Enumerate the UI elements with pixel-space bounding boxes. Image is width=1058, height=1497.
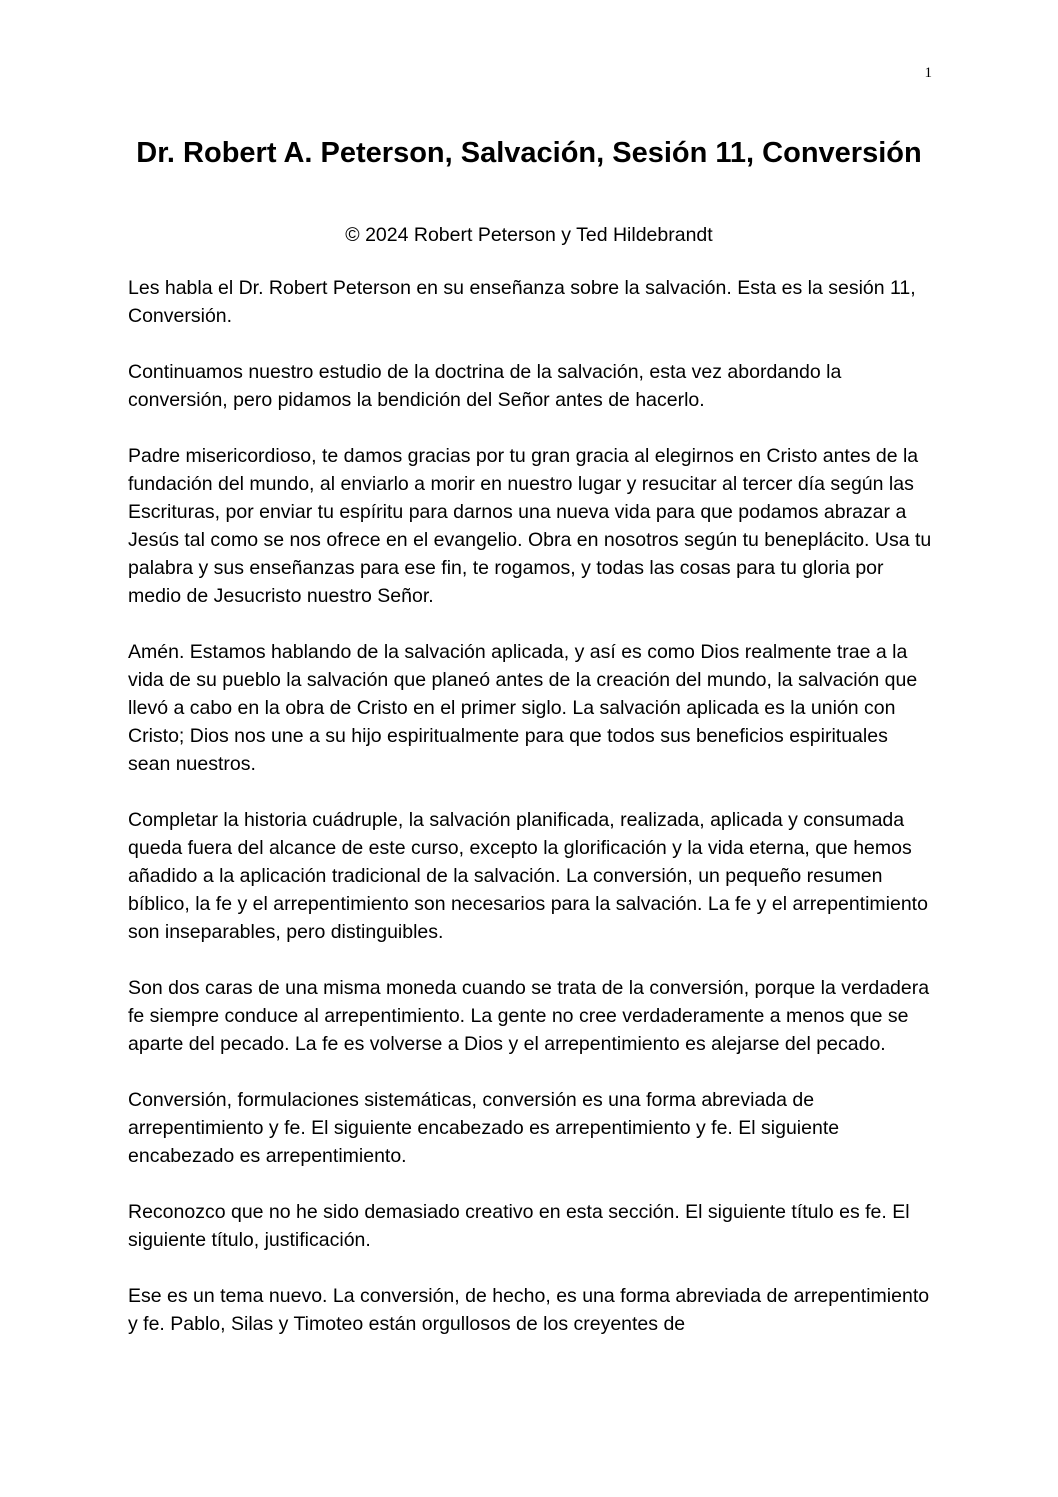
document-body — [128, 274, 934, 1366]
page-number: 1 — [924, 65, 932, 81]
paragraph-8: Reconozco que no he sido demasiado creativo en esta sección. El siguiente título es fe. El siguiente título, justificación. — [128, 1201, 910, 1251]
paragraph-3: Padre misericordioso, te damos gracias por tu gran gracia al elegirnos en Cristo antes de la fundación del mundo, al enviarlo a morir en nuestro lugar y resucitar al tercer día según las Escrituras, por enviar tu espíritu para darnos una nueva vida para que podamos abrazar a Jesús tal como se nos ofrece en el evangelio. Obra en nosotros según tu beneplácito. Usa tu palabra y sus enseñanzas para ese fin, te rogamos, y todas las cosas para tu gloria por medio de Jesucristo nuestro Señor. — [128, 445, 932, 607]
paragraph-9: Ese es un tema nuevo. La conversión, de hecho, es una forma abreviada de arrepentimiento y fe. Pablo, Silas y Timoteo están orgullosos de los creyentes de — [128, 1285, 930, 1335]
paragraph-2: Continuamos nuestro estudio de la doctrina de la salvación, esta vez abordando la conversión, pero pidamos la bendición del Señor antes de hacerlo. — [128, 361, 842, 411]
paragraph-4: Amén. Estamos hablando de la salvación aplicada, y así es como Dios realmente trae a la vida de su pueblo la salvación que planeó antes de la creación del mundo, la salvación que llevó a cabo en la obra de Cristo en el primer siglo. La salvación aplicada es la unión con Cristo; Dios nos une a su hijo espiritualmente para que todos sus beneficios espirituales sean nuestros. — [128, 641, 918, 775]
paragraph-1: Les habla el Dr. Robert Peterson en su enseñanza sobre la salvación. Esta es la sesión 11, Conversión. — [128, 277, 916, 327]
document-title: Dr. Robert A. Peterson, Salvación, Sesión 11, Conversión — [136, 137, 922, 169]
paragraph-6: Son dos caras de una misma moneda cuando se trata de la conversión, porque la verdadera fe siempre conduce al arrepentimiento. La gente no cree verdaderamente a menos que se aparte del pecado. La fe es volverse a Dios y el arrepentimiento es alejarse del pecado. — [128, 977, 930, 1055]
copyright-line: © 2024 Robert Peterson y Ted Hildebrandt — [345, 224, 713, 246]
paragraph-7: Conversión, formulaciones sistemáticas, conversión es una forma abreviada de arrepentimiento y fe. El siguiente encabezado es arrepentimiento y fe. El siguiente encabezado es arrepentimiento. — [128, 1089, 840, 1167]
paragraph-5: Completar la historia cuádruple, la salvación planificada, realizada, aplicada y consumada queda fuera del alcance de este curso, excepto la glorificación y la vida eterna, que hemos añadido a la aplicación tradicional de la salvación. La conversión, un pequeño resumen bíblico, la fe y el arrepentimiento son necesarios para la salvación. La fe y el arrepentimiento son inseparables, pero distinguibles. — [128, 809, 928, 943]
